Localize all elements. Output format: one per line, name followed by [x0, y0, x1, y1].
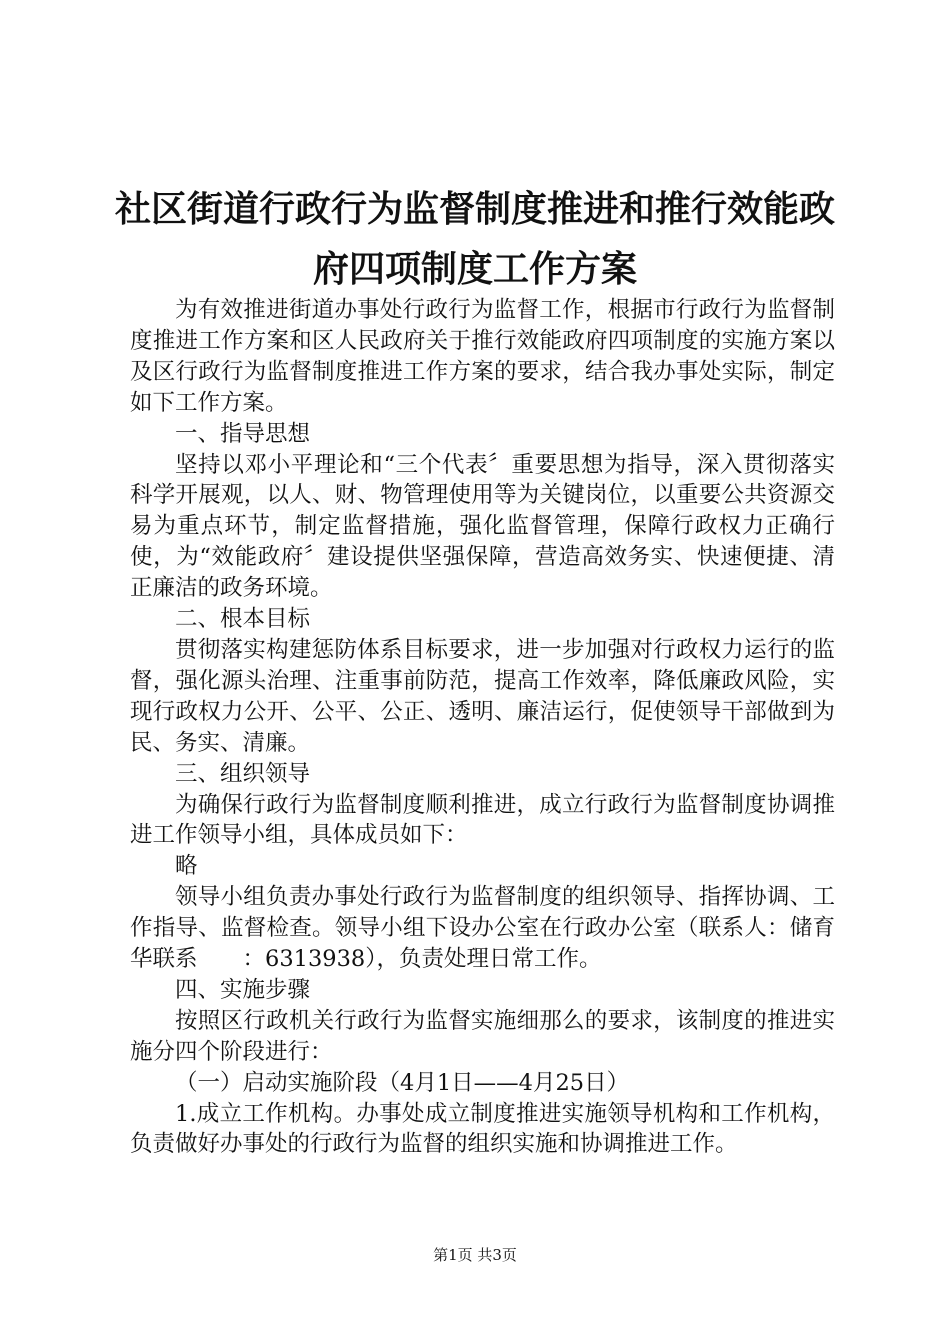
paragraph-omitted: 略: [175, 853, 198, 880]
paragraph-basic-goals: 贯彻落实构建惩防体系目标要求，进一步加强对行政权力运行的监督，强化源头治理、注重事前防范，提高工作效率，降低廉政风险，实现行政权力公开、公平、公正、透明、廉洁运行，促使领导干部做到为民、务实、清廉。: [130, 636, 835, 756]
section-heading-basic-goals: 二、根本目标: [175, 606, 311, 633]
paragraph-intro: 为有效推进街道办事处行政行为监督工作，根据市行政行为监督制度推进工作方案和区人民政府关于推行效能政府四项制度的实施方案以及区行政行为监督制度推进工作方案的要求，结合我办事处实际，制定如下工作方案。: [130, 297, 835, 416]
paragraph-guiding-ideology: 坚持以邓小平理论和“三个代表〞重要思想为指导，深入贯彻落实科学开展观，以人、财、物管理使用等为关键岗位，以重要公共资源交易为重点环节，制定监督措施，强化监督管理，保障行政权力正确行使，为“效能政府〞建设提供坚强保障，营造高效务实、快速便捷、清正廉洁的政务环境。: [130, 451, 835, 602]
section-heading-organization: 三、组织领导: [175, 760, 311, 787]
document-title-line-1: 社区街道行政行为监督制度推进和推行效能政: [114, 189, 835, 230]
paragraph-implementation-steps: 按照区行政机关行政行为监督实施细那么的要求，该制度的推进实施分四个阶段进行：: [130, 1007, 835, 1065]
section-heading-implementation-steps: 四、实施步骤: [175, 976, 311, 1003]
subheading-launch-phase: （一）启动实施阶段（4月1日——4月25日）: [175, 1069, 630, 1096]
page-footer: 第1页 共3页: [433, 1246, 517, 1264]
document-body: [130, 295, 835, 1160]
paragraph-leading-group: 领导小组负责办事处行政行为监督制度的组织领导、指挥协调、工作指导、监督检查。领导小组下设办公室在行政办公室（联系人：储育华联系 ：6313938），负责处理日常工作。: [130, 884, 835, 973]
section-heading-guiding-ideology: 一、指导思想: [175, 420, 311, 447]
paragraph-establish-agency: 1.成立工作机构。办事处成立制度推进实施领导机构和工作机构，负责做好办事处的行政行为监督的组织实施和协调推进工作。: [130, 1100, 835, 1158]
document-title-line-2: 府四项制度工作方案: [312, 249, 637, 290]
paragraph-organization: 为确保行政行为监督制度顺利推进，成立行政行为监督制度协调推进工作领导小组，具体成员如下：: [130, 791, 835, 849]
